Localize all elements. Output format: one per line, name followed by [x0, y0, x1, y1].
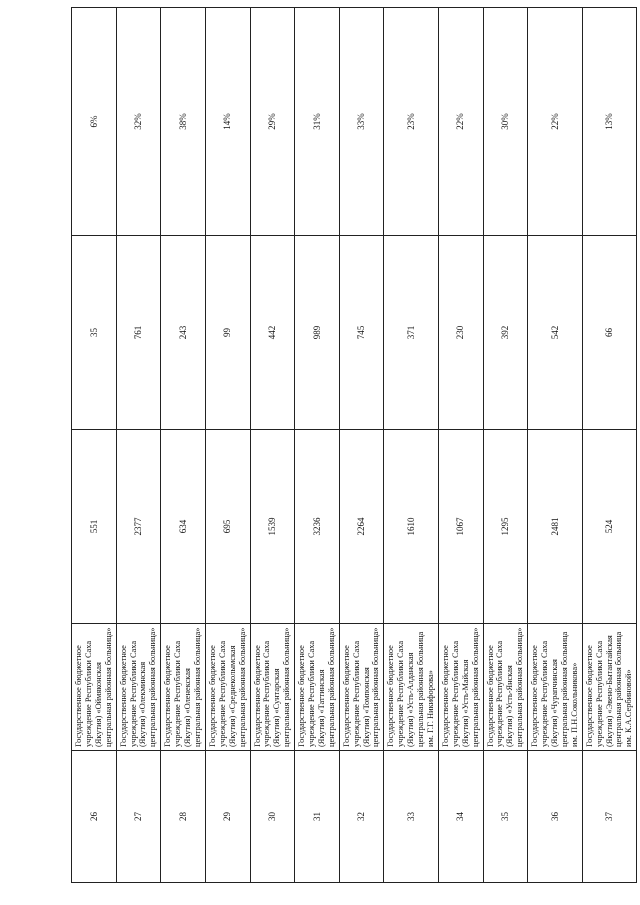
- row-number: 27: [116, 751, 161, 883]
- row-number: 34: [438, 751, 483, 883]
- institution-name: Государственное бюджетное учреждение Республики Саха (Якутия) «Среднеколымская центральная районная больница»: [205, 624, 250, 751]
- percent-value: 22%: [438, 8, 483, 236]
- row-number: 31: [295, 751, 340, 883]
- count-value: 243: [161, 236, 206, 430]
- total-value: 1067: [438, 430, 483, 624]
- total-value: 695: [205, 430, 250, 624]
- percent-value: 6%: [72, 8, 117, 236]
- total-value: 1610: [384, 430, 439, 624]
- institution-name: Государственное бюджетное учреждение Республики Саха (Якутия) «Томпонская центральная районная больница»: [339, 624, 384, 751]
- count-value: 99: [205, 236, 250, 430]
- row-number: 37: [582, 751, 637, 883]
- count-value: 392: [483, 236, 528, 430]
- total-value: 634: [161, 430, 206, 624]
- count-value: 230: [438, 236, 483, 430]
- institution-name: Государственное бюджетное учреждение Республики Саха (Якутия) «Усть-Янская центральная районная больница»: [483, 624, 528, 751]
- table-row: [384, 8, 439, 883]
- percent-value: 22%: [528, 8, 583, 236]
- row-number: 28: [161, 751, 206, 883]
- count-value: 989: [295, 236, 340, 430]
- count-value: 371: [384, 236, 439, 430]
- row-number: 30: [250, 751, 295, 883]
- total-value: 1539: [250, 430, 295, 624]
- row-number: 29: [205, 751, 250, 883]
- institution-name: Государственное бюджетное учреждение Республики Саха (Якутия) «Усть-Майская центральная районная больница»: [438, 624, 483, 751]
- table-row: [250, 8, 295, 883]
- table-row: [161, 8, 206, 883]
- total-value: 1295: [483, 430, 528, 624]
- count-value: 761: [116, 236, 161, 430]
- row-number: 36: [528, 751, 583, 883]
- row-number: 35: [483, 751, 528, 883]
- total-value: 2481: [528, 430, 583, 624]
- percent-value: 30%: [483, 8, 528, 236]
- institution-name: Государственное бюджетное учреждение Республики Саха (Якутия) «Таттинская центральная районная больница»: [295, 624, 340, 751]
- percent-value: 29%: [250, 8, 295, 236]
- institution-name: Государственное бюджетное учреждение Республики Саха (Якутия) «Чурапчинская центральная районная больница им. П.Н.Сокольникова»: [528, 624, 583, 751]
- table-row: [528, 8, 583, 883]
- row-number: 32: [339, 751, 384, 883]
- hospital-statistics-table: [71, 7, 637, 883]
- percent-value: 14%: [205, 8, 250, 236]
- percent-value: 33%: [339, 8, 384, 236]
- count-value: 35: [72, 236, 117, 430]
- rotated-table-container: [71, 43, 634, 883]
- percent-value: 23%: [384, 8, 439, 236]
- total-value: 551: [72, 430, 117, 624]
- count-value: 442: [250, 236, 295, 430]
- institution-name: Государственное бюджетное учреждение Республики Саха (Якутия) «Усть-Алданская центральная районная больница им. Г.Г. Никифорова»: [384, 624, 439, 751]
- row-number: 26: [72, 751, 117, 883]
- institution-name: Государственное бюджетное учреждение Республики Саха (Якутия) «Эвено-Бытантайская центральная районная больница им. К.А.Сербиновой»: [582, 624, 637, 751]
- count-value: 66: [582, 236, 637, 430]
- count-value: 745: [339, 236, 384, 430]
- count-value: 542: [528, 236, 583, 430]
- table-row: [438, 8, 483, 883]
- institution-name: Государственное бюджетное учреждение Республики Саха (Якутия) «Олекминская центральная районная больница»: [116, 624, 161, 751]
- institution-name: Государственное бюджетное учреждение Республики Саха (Якутия) «Оймяконская центральная районная больница»: [72, 624, 117, 751]
- table-row: [116, 8, 161, 883]
- institution-name: Государственное бюджетное учреждение Республики Саха (Якутия) «Оленекская центральная районная больница»: [161, 624, 206, 751]
- table-row: [339, 8, 384, 883]
- percent-value: 13%: [582, 8, 637, 236]
- total-value: 524: [582, 430, 637, 624]
- table-row: [483, 8, 528, 883]
- percent-value: 38%: [161, 8, 206, 236]
- table-row: [205, 8, 250, 883]
- total-value: 2377: [116, 430, 161, 624]
- table-row: [295, 8, 340, 883]
- row-number: 33: [384, 751, 439, 883]
- table-row: [72, 8, 117, 883]
- percent-value: 32%: [116, 8, 161, 236]
- institution-name: Государственное бюджетное учреждение Республики Саха (Якутия) «Сунтарская центральная районная больница»: [250, 624, 295, 751]
- table-row: [582, 8, 637, 883]
- percent-value: 31%: [295, 8, 340, 236]
- total-value: 3236: [295, 430, 340, 624]
- total-value: 2264: [339, 430, 384, 624]
